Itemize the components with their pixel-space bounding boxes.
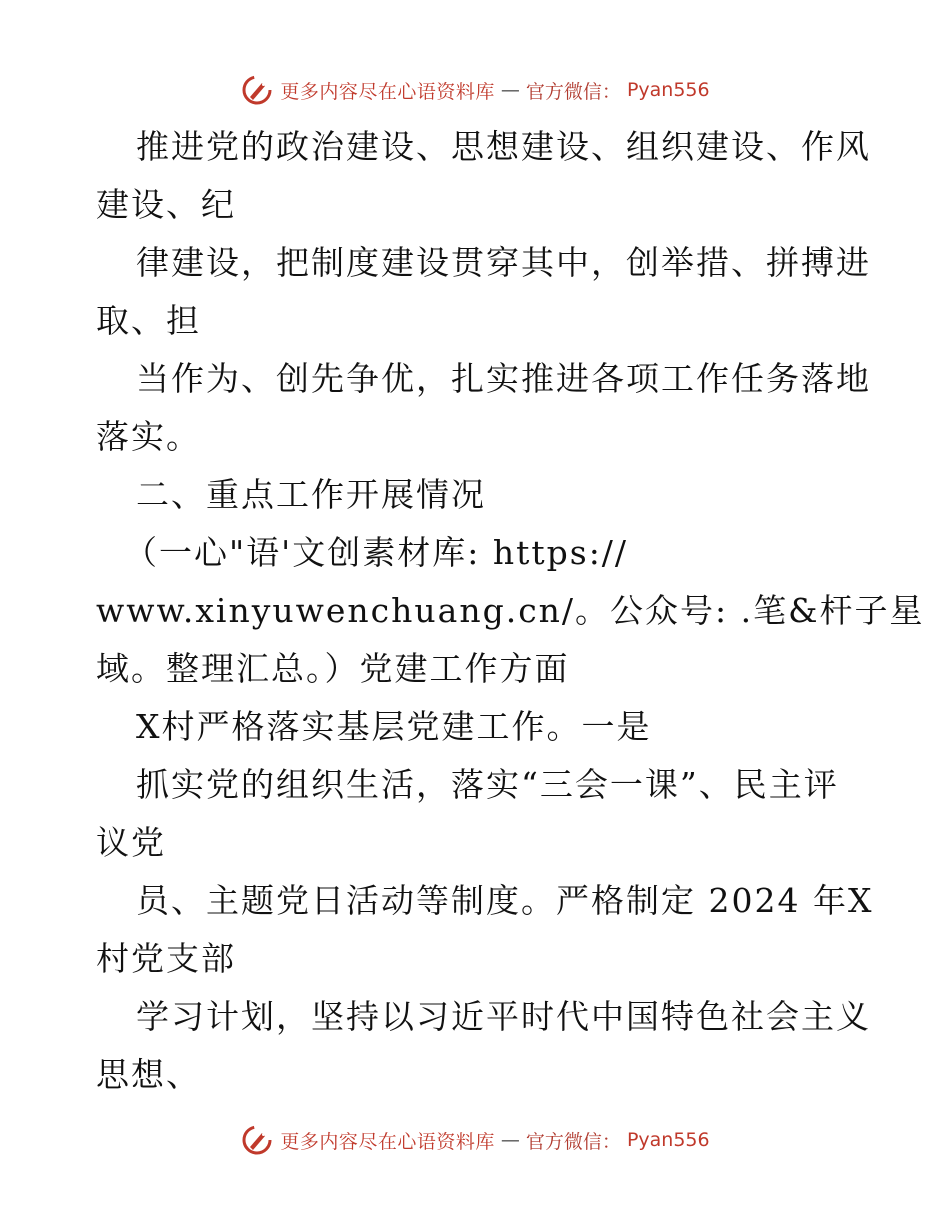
text-line: 建设、纪 <box>96 185 236 224</box>
text-line: 思想、 <box>96 1055 201 1094</box>
text-line: 村党支部 <box>96 939 236 978</box>
banner-title: 更多内容尽在心语资料库 <box>280 1130 495 1153</box>
text-line: 落实。 <box>96 417 201 456</box>
text-line: X村严格落实基层党建工作。一是 <box>136 707 652 746</box>
document-body <box>96 118 925 1104</box>
banner-separator: — <box>500 1129 520 1151</box>
text-line: 抓实党的组织生活，落实“三会一课”、民主评 <box>136 765 839 804</box>
pen-logo-icon <box>240 1123 274 1157</box>
banner-wechat-label: 官方微信： <box>525 1130 621 1153</box>
banner-title: 更多内容尽在心语资料库 <box>280 80 495 103</box>
text-line: 员、主题党日活动等制度。严格制定 2024 年X <box>136 881 874 920</box>
banner-wechat-id: Pyan556 <box>626 1129 710 1151</box>
text-line: （一心"语'文创素材库: https:// <box>124 533 629 572</box>
text-line: www.xinyuwenchuang.cn/。公众号: .笔&杆子星 <box>96 591 925 630</box>
pen-logo-icon <box>240 73 274 107</box>
section-heading: 二、重点工作开展情况 <box>136 475 486 514</box>
text-line: 当作为、创先争优，扎实推进各项工作任务落地 <box>136 359 871 398</box>
banner-wechat-id: Pyan556 <box>626 79 710 101</box>
text-line: 律建设，把制度建设贯穿其中，创举措、拼搏进 <box>136 243 871 282</box>
header-banner <box>0 70 950 110</box>
text-line: 议党 <box>96 823 166 862</box>
text-line: 学习计划，坚持以习近平时代中国特色社会主义 <box>136 997 871 1036</box>
text-line: 取、担 <box>96 301 201 340</box>
banner-wechat-label: 官方微信： <box>525 80 621 103</box>
banner-separator: — <box>500 79 520 101</box>
text-line: 推进党的政治建设、思想建设、组织建设、作风 <box>136 127 871 166</box>
text-line: 域。整理汇总。）党建工作方面 <box>96 649 570 688</box>
footer-banner <box>0 1120 950 1160</box>
